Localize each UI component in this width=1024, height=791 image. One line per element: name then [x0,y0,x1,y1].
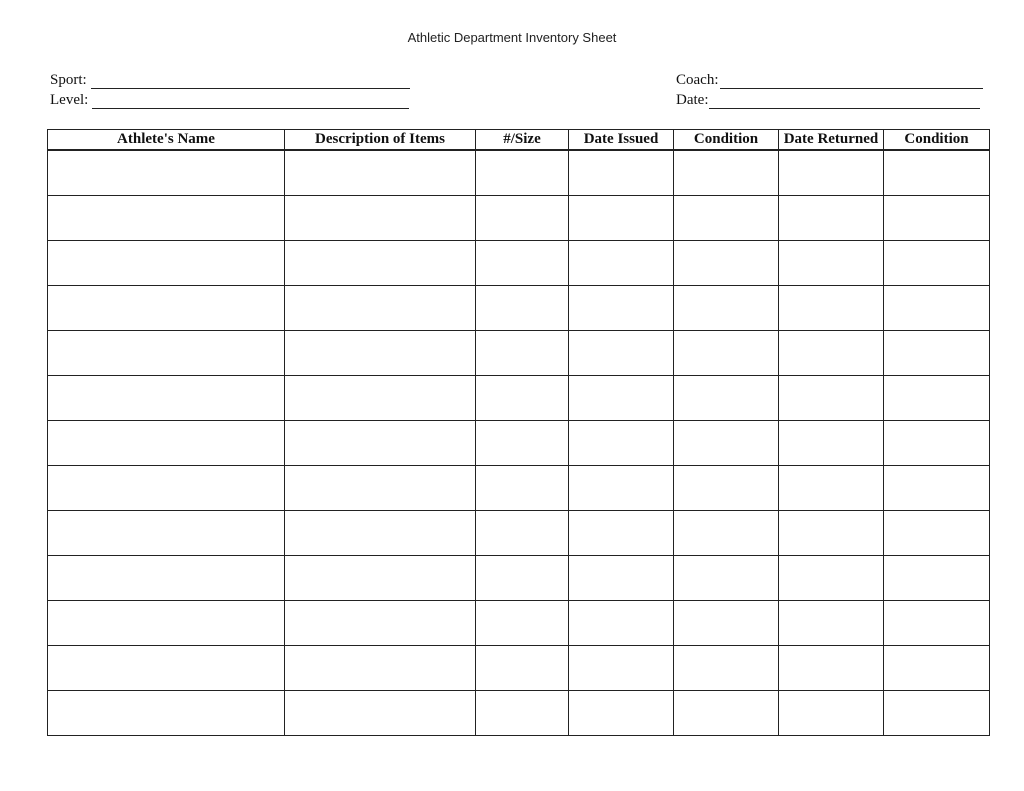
cell-size[interactable] [476,196,569,241]
cell-condition-returned[interactable] [884,150,990,196]
cell-condition-issued[interactable] [674,286,779,331]
cell-condition-returned[interactable] [884,511,990,556]
column-header-date-returned: Date Returned [779,130,884,151]
cell-description[interactable] [285,241,476,286]
cell-date-issued[interactable] [569,601,674,646]
cell-date-returned[interactable] [779,691,884,736]
cell-description[interactable] [285,556,476,601]
table-row [48,331,990,376]
sport-label: Sport: [50,72,87,88]
column-header-size: #/Size [476,130,569,151]
cell-date-issued[interactable] [569,376,674,421]
table-row [48,646,990,691]
cell-condition-returned[interactable] [884,691,990,736]
coach-label: Coach: [676,72,719,88]
cell-date-issued[interactable] [569,691,674,736]
table-row [48,466,990,511]
cell-condition-returned[interactable] [884,286,990,331]
level-field[interactable] [50,92,409,109]
cell-condition-returned[interactable] [884,466,990,511]
cell-size[interactable] [476,331,569,376]
column-header-description: Description of Items [285,130,476,151]
table-row [48,556,990,601]
inventory-table [47,129,990,736]
level-label: Level: [50,92,89,108]
sheet-title: Athletic Department Inventory Sheet [407,30,617,45]
cell-condition-issued[interactable] [674,556,779,601]
cell-description[interactable] [285,466,476,511]
level-blank-line[interactable] [92,95,409,109]
cell-athlete-name[interactable] [48,691,285,736]
cell-athlete-name[interactable] [48,150,285,196]
column-header-athlete-name: Athlete's Name [48,130,285,151]
date-field[interactable] [676,92,980,109]
coach-blank-line[interactable] [720,75,983,89]
cell-condition-issued[interactable] [674,376,779,421]
cell-description[interactable] [285,421,476,466]
table-body [48,150,990,736]
cell-date-returned[interactable] [779,150,884,196]
cell-description[interactable] [285,691,476,736]
coach-field[interactable] [676,72,983,89]
cell-description[interactable] [285,150,476,196]
cell-size[interactable] [476,376,569,421]
cell-condition-returned[interactable] [884,241,990,286]
column-header-condition-returned: Condition [884,130,990,151]
table-row [48,601,990,646]
cell-date-returned[interactable] [779,331,884,376]
cell-date-returned[interactable] [779,511,884,556]
cell-athlete-name[interactable] [48,241,285,286]
cell-condition-returned[interactable] [884,646,990,691]
column-header-condition-issued: Condition [674,130,779,151]
cell-size[interactable] [476,421,569,466]
cell-description[interactable] [285,286,476,331]
column-header-date-issued: Date Issued [569,130,674,151]
cell-condition-returned[interactable] [884,196,990,241]
cell-athlete-name[interactable] [48,376,285,421]
cell-size[interactable] [476,241,569,286]
cell-date-issued[interactable] [569,511,674,556]
cell-date-issued[interactable] [569,421,674,466]
cell-description[interactable] [285,646,476,691]
cell-athlete-name[interactable] [48,286,285,331]
cell-condition-issued[interactable] [674,150,779,196]
cell-athlete-name[interactable] [48,196,285,241]
cell-condition-issued[interactable] [674,196,779,241]
cell-condition-returned[interactable] [884,556,990,601]
table-row [48,196,990,241]
cell-athlete-name[interactable] [48,331,285,376]
cell-size[interactable] [476,286,569,331]
cell-condition-returned[interactable] [884,376,990,421]
cell-date-returned[interactable] [779,466,884,511]
cell-date-returned[interactable] [779,241,884,286]
cell-description[interactable] [285,196,476,241]
table-row [48,241,990,286]
date-label: Date: [676,92,709,108]
cell-description[interactable] [285,511,476,556]
cell-athlete-name[interactable] [48,421,285,466]
cell-date-issued[interactable] [569,466,674,511]
cell-size[interactable] [476,556,569,601]
cell-date-returned[interactable] [779,646,884,691]
cell-date-returned[interactable] [779,196,884,241]
table-header-row [48,130,990,151]
cell-date-issued[interactable] [569,331,674,376]
cell-date-returned[interactable] [779,421,884,466]
cell-condition-issued[interactable] [674,511,779,556]
cell-date-issued[interactable] [569,196,674,241]
cell-size[interactable] [476,466,569,511]
cell-condition-returned[interactable] [884,601,990,646]
date-blank-line[interactable] [709,95,980,109]
cell-date-returned[interactable] [779,601,884,646]
cell-condition-issued[interactable] [674,646,779,691]
cell-size[interactable] [476,150,569,196]
cell-condition-issued[interactable] [674,331,779,376]
table-row [48,376,990,421]
table-row [48,511,990,556]
cell-condition-issued[interactable] [674,601,779,646]
cell-date-returned[interactable] [779,556,884,601]
sport-blank-line[interactable] [91,75,410,89]
table-row [48,691,990,736]
cell-athlete-name[interactable] [48,646,285,691]
table-row [48,421,990,466]
cell-date-returned[interactable] [779,286,884,331]
cell-size[interactable] [476,691,569,736]
cell-condition-issued[interactable] [674,466,779,511]
table-row [48,286,990,331]
cell-condition-issued[interactable] [674,421,779,466]
cell-athlete-name[interactable] [48,556,285,601]
cell-size[interactable] [476,601,569,646]
cell-condition-returned[interactable] [884,421,990,466]
cell-condition-issued[interactable] [674,241,779,286]
sport-field[interactable] [50,72,410,89]
cell-description[interactable] [285,331,476,376]
cell-condition-issued[interactable] [674,691,779,736]
cell-date-issued[interactable] [569,241,674,286]
cell-description[interactable] [285,601,476,646]
cell-date-issued[interactable] [569,556,674,601]
cell-athlete-name[interactable] [48,601,285,646]
cell-date-returned[interactable] [779,376,884,421]
cell-date-issued[interactable] [569,646,674,691]
cell-description[interactable] [285,376,476,421]
cell-athlete-name[interactable] [48,466,285,511]
table-row [48,150,990,196]
cell-condition-returned[interactable] [884,331,990,376]
cell-size[interactable] [476,511,569,556]
cell-date-issued[interactable] [569,150,674,196]
cell-size[interactable] [476,646,569,691]
cell-date-issued[interactable] [569,286,674,331]
cell-athlete-name[interactable] [48,511,285,556]
